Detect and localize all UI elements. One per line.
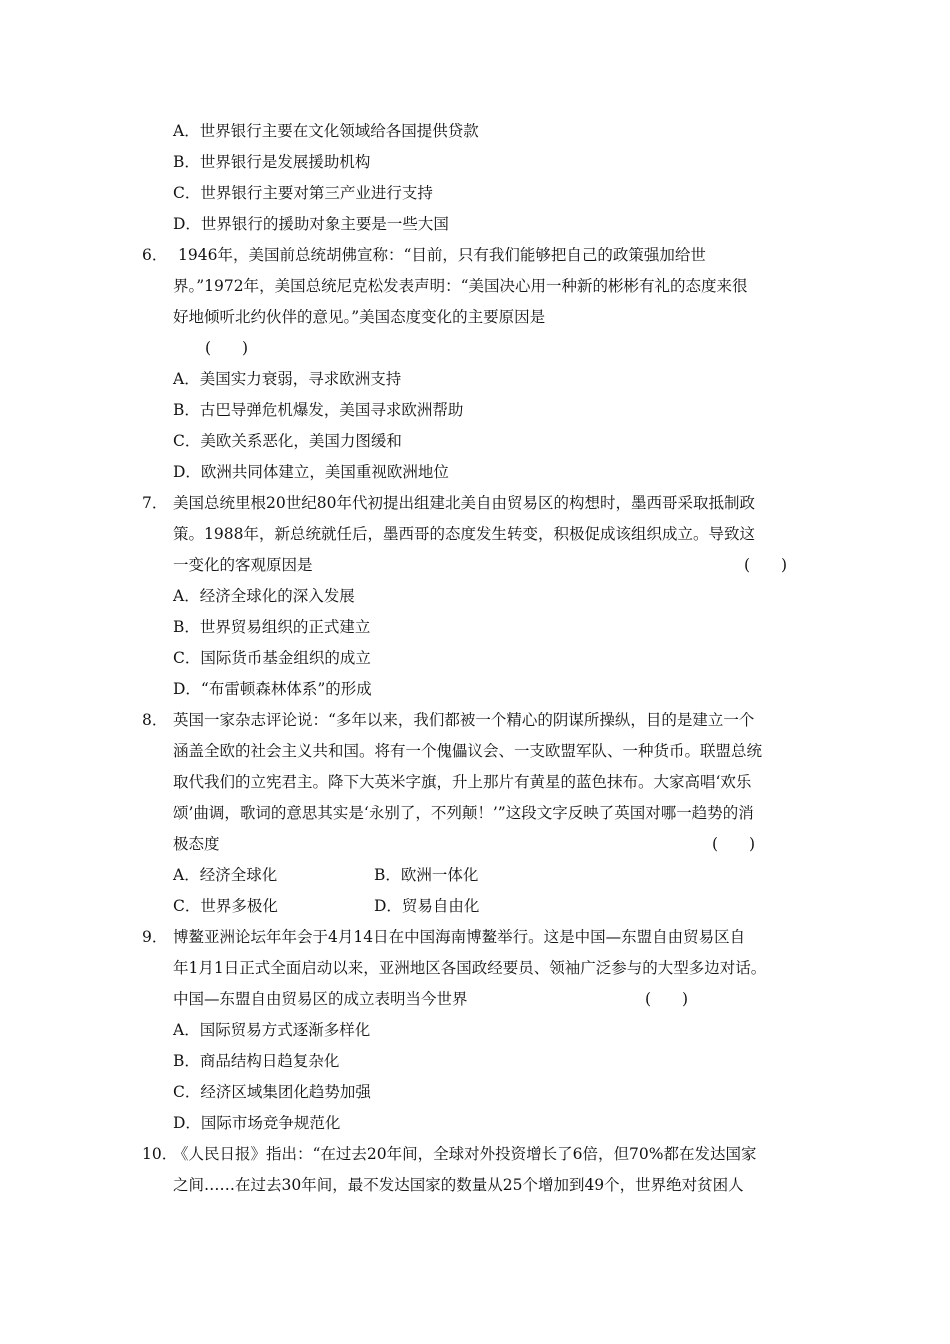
q9-stem-line-2: 年1月1日正式全面启动以来，亚洲地区各国政经要员、领袖广泛参与的大型多边对话。 (173, 959, 767, 977)
q8-stem-line-1: 英国一家杂志评论说：“多年以来，我们都被一个精心的阴谋所操纵，目的是建立一个 (173, 711, 755, 729)
q10-stem-line-1: 《人民日报》指出：“在过去20年间，全球对外投资增长了6倍，但70%都在发达国家 (173, 1145, 757, 1163)
q9-stem-line-1: 博鳌亚洲论坛年年会于4月14日在中国海南博鳌举行。这是中国—东盟自由贸易区自 (173, 928, 746, 946)
q7-answer-paren: ( ) (744, 556, 788, 574)
q7-option-c: C．国际货币基金组织的成立 (173, 649, 371, 667)
q5-option-a: A．世界银行主要在文化领域给各国提供贷款 (173, 122, 479, 140)
q5-option-c: C．世界银行主要对第三产业进行支持 (173, 184, 433, 202)
q9-option-a: A．国际贸易方式逐渐多样化 (173, 1021, 371, 1039)
q8-number: 8． (142, 711, 168, 729)
q6-option-d: D．欧洲共同体建立，美国重视欧洲地位 (173, 463, 449, 481)
q6-answer-paren: ( ) (205, 339, 249, 357)
q7-number: 7． (142, 494, 168, 512)
q6-stem-line-3: 好地倾听北约伙伴的意见。”美国态度变化的主要原因是 (173, 308, 546, 326)
q8-answer-paren: ( ) (712, 835, 756, 853)
q7-option-b: B．世界贸易组织的正式建立 (173, 618, 371, 636)
q10-stem-line-2: 之间……在过去30年间，最不发达国家的数量从25个增加到49个，世界绝对贫困人 (173, 1176, 744, 1194)
q8-stem-line-3: 取代我们的立宪君主。降下大英米字旗，升上那片有黄星的蓝色抹布。大家高唱‘欢乐 (173, 773, 752, 791)
q5-option-d: D．世界银行的援助对象主要是一些大国 (173, 215, 449, 233)
q8-stem-line-5: 极态度 (173, 835, 220, 853)
q7-option-a: A．经济全球化的深入发展 (173, 587, 355, 605)
q9-option-c: C．经济区域集团化趋势加强 (173, 1083, 371, 1101)
q10-number: 10． (142, 1145, 178, 1163)
q8-option-d: D．贸易自由化 (374, 897, 480, 915)
q6-option-a: A．美国实力衰弱，寻求欧洲支持 (173, 370, 402, 388)
q8-option-a: A．经济全球化 (173, 866, 278, 884)
q8-stem-line-2: 涵盖全欧的社会主义共和国。将有一个傀儡议会、一支欧盟军队、一种货币。联盟总统 (173, 742, 763, 760)
q6-option-c: C．美欧关系恶化，美国力图缓和 (173, 432, 402, 450)
q8-option-c: C．世界多极化 (173, 897, 278, 915)
q9-stem-line-3: 中国—东盟自由贸易区的成立表明当今世界 (173, 990, 468, 1008)
q9-option-b: B．商品结构日趋复杂化 (173, 1052, 340, 1070)
q6-stem-line-1: 1946年，美国前总统胡佛宣称：“目前，只有我们能够把自己的政策强加给世 (178, 246, 706, 264)
q6-option-b: B．古巴导弹危机爆发，美国寻求欧洲帮助 (173, 401, 464, 419)
q9-number: 9． (142, 928, 168, 946)
q6-stem-line-2: 界。”1972年，美国总统尼克松发表声明：“美国决心用一种新的彬彬有礼的态度来很 (173, 277, 748, 295)
q6-number: 6． (142, 246, 168, 264)
q9-answer-paren: ( ) (645, 990, 689, 1008)
q9-option-d: D．国际市场竞争规范化 (173, 1114, 341, 1132)
q7-stem-line-1: 美国总统里根20世纪80年代初提出组建北美自由贸易区的构想时，墨西哥采取抵制政 (173, 494, 755, 512)
q8-stem-line-4: 颂’曲调，歌词的意思其实是‘永别了，不列颠！’”这段文字反映了英国对哪一趋势的消 (173, 804, 754, 822)
q7-stem-line-2: 策。1988年，新总统就任后，墨西哥的态度发生转变，积极促成该组织成立。导致这 (173, 525, 755, 543)
q7-option-d: D．“布雷顿森林体系”的形成 (173, 680, 372, 698)
q8-option-b: B．欧洲一体化 (374, 866, 479, 884)
q7-stem-line-3: 一变化的客观原因是 (173, 556, 313, 574)
q5-option-b: B．世界银行是发展援助机构 (173, 153, 371, 171)
